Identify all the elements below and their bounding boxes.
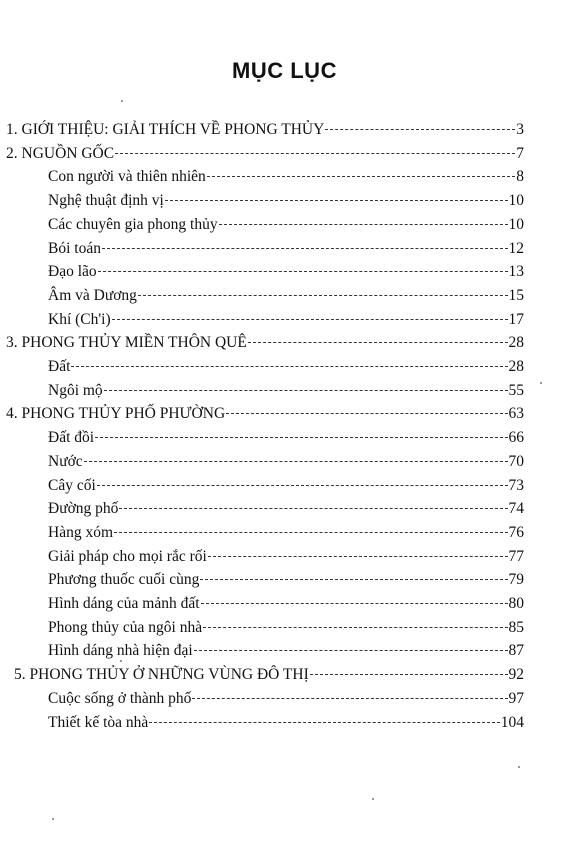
toc-entry-label: Đạo lão [48,263,97,281]
toc-section-entry [48,497,524,521]
dot-leader [138,295,508,296]
toc-chapter-entry [14,663,524,687]
toc-page-number: 17 [508,310,524,328]
toc-page-number: 87 [508,642,524,660]
toc-section-entry [48,687,524,711]
toc-page-number: 92 [508,666,524,684]
toc-page-number: 66 [508,429,524,447]
toc-section-entry [48,284,524,308]
toc-page-number: 85 [508,618,524,636]
toc-entry-label: Thiết kế tòa nhà [48,713,149,731]
toc-page-number: 10 [508,215,524,233]
toc-section-entry [48,213,524,237]
dot-leader [325,129,515,130]
scan-speck [52,818,54,820]
scan-speck [372,798,374,800]
scan-speck [120,660,122,662]
toc-page-number: 77 [508,547,524,565]
toc-page-number: 12 [508,239,524,257]
dot-leader [95,437,507,438]
toc-chapter-entry [6,118,524,142]
dot-leader [115,153,515,154]
toc-entry-label: 1. GIỚI THIỆU: GIẢI THÍCH VỀ PHONG THỦY [6,121,325,138]
toc-section-entry [48,189,524,213]
toc-entry-label: 5. PHONG THỦY Ở NHỮNG VÙNG ĐÔ THỊ [14,666,309,684]
toc-entry-label: Phong thủy của ngôi nhà [48,618,203,636]
toc-chapter-entry [6,331,524,355]
toc-entry-label: Hình dáng của mảnh đất [48,595,200,612]
dot-leader [208,556,508,557]
toc-entry-label: Nước [48,452,83,470]
dot-leader [165,200,508,201]
toc-entry-label: Đất [48,358,71,375]
toc-page-number: 63 [508,405,524,423]
toc-entry-label: Các chuyên gia phong thủy [48,215,218,233]
dot-leader [226,413,507,414]
toc-section-entry [48,260,524,284]
toc-page-number: 15 [508,286,524,304]
toc-entry-label: Phương thuốc cuối cùng [48,571,200,589]
toc-entry-label: Âm và Dương [48,286,137,304]
toc-section-entry [48,711,524,735]
toc-page-number: 73 [508,476,524,494]
dot-leader [84,461,508,462]
dot-leader [207,176,515,177]
dot-leader [201,603,508,604]
toc-entry-label: Hình dáng nhà hiện đại [48,642,193,660]
toc-entry-label: Đất đồi [48,429,95,447]
toc-section-entry [48,521,524,545]
dot-leader [203,627,507,628]
dot-leader [102,248,508,249]
dot-leader [97,485,508,486]
toc-page-number: 104 [500,713,524,731]
toc-entry-label: Hàng xóm [48,523,114,541]
dot-leader [119,508,507,509]
scan-speck [121,100,123,102]
dot-leader [112,319,508,320]
dot-leader [192,698,507,699]
toc-entry-label: Ngôi mộ [48,381,103,399]
toc-page-number: 80 [508,595,524,612]
toc-entry-label: Cuộc sống ở thành phố [48,689,192,707]
scan-speck [518,766,520,768]
toc-section-entry [48,450,524,474]
toc-entry-label: Giải pháp cho mọi rắc rối [48,547,207,565]
toc-section-entry [48,616,524,640]
dot-leader [194,650,508,651]
dot-leader [219,224,508,225]
toc-entry-label: 3. PHONG THỦY MIỀN THÔN QUÊ [6,334,247,352]
toc-entry-label: Khí (Ch'i) [48,310,111,328]
dot-leader [114,532,507,533]
toc-page-number: 79 [508,571,524,589]
dot-leader [98,271,508,272]
toc-entry-label: 2. NGUỒN GỐC [6,144,115,162]
toc-section-entry [48,355,524,379]
dot-leader [71,366,507,367]
toc-page-number: 55 [508,381,524,399]
toc-entry-label: Đường phố [48,500,119,518]
toc-page-number: 76 [508,523,524,541]
toc-section-entry [48,426,524,450]
toc-page-number: 13 [508,263,524,281]
toc-page-number: 70 [508,452,524,470]
toc-entry-label: Nghệ thuật định vị [48,192,164,210]
toc-entry-label: Con người và thiên nhiên [48,168,206,186]
toc-page-number: 3 [516,121,524,138]
dot-leader [200,579,507,580]
toc-entry-label: Cây cối [48,476,96,494]
page-title: MỤC LỤC [232,58,337,83]
dot-leader [149,722,499,723]
toc-page-number: 8 [516,168,524,186]
scan-speck [540,382,542,384]
toc-entry-label: Bói toán [48,239,101,257]
dot-leader [248,342,508,343]
toc-page-number: 7 [516,144,524,162]
toc-chapter-entry [6,402,524,426]
toc-section-entry [48,237,524,261]
toc-page-number: 28 [508,334,524,352]
toc-section-entry [48,379,524,403]
toc-section-entry [48,474,524,498]
toc-chapter-entry [6,142,524,166]
toc-page-number: 10 [508,192,524,210]
toc-section-entry [48,568,524,592]
toc-section-entry [48,308,524,332]
toc-page-number: 74 [508,500,524,518]
toc-section-entry [48,165,524,189]
toc-entry-label: 4. PHONG THỦY PHỐ PHƯỜNG [6,405,226,423]
toc-section-entry [48,592,524,616]
dot-leader [310,674,508,675]
dot-leader [104,390,508,391]
toc-section-entry [48,545,524,569]
toc-page-number: 28 [508,358,524,375]
toc-page-number: 97 [508,689,524,707]
